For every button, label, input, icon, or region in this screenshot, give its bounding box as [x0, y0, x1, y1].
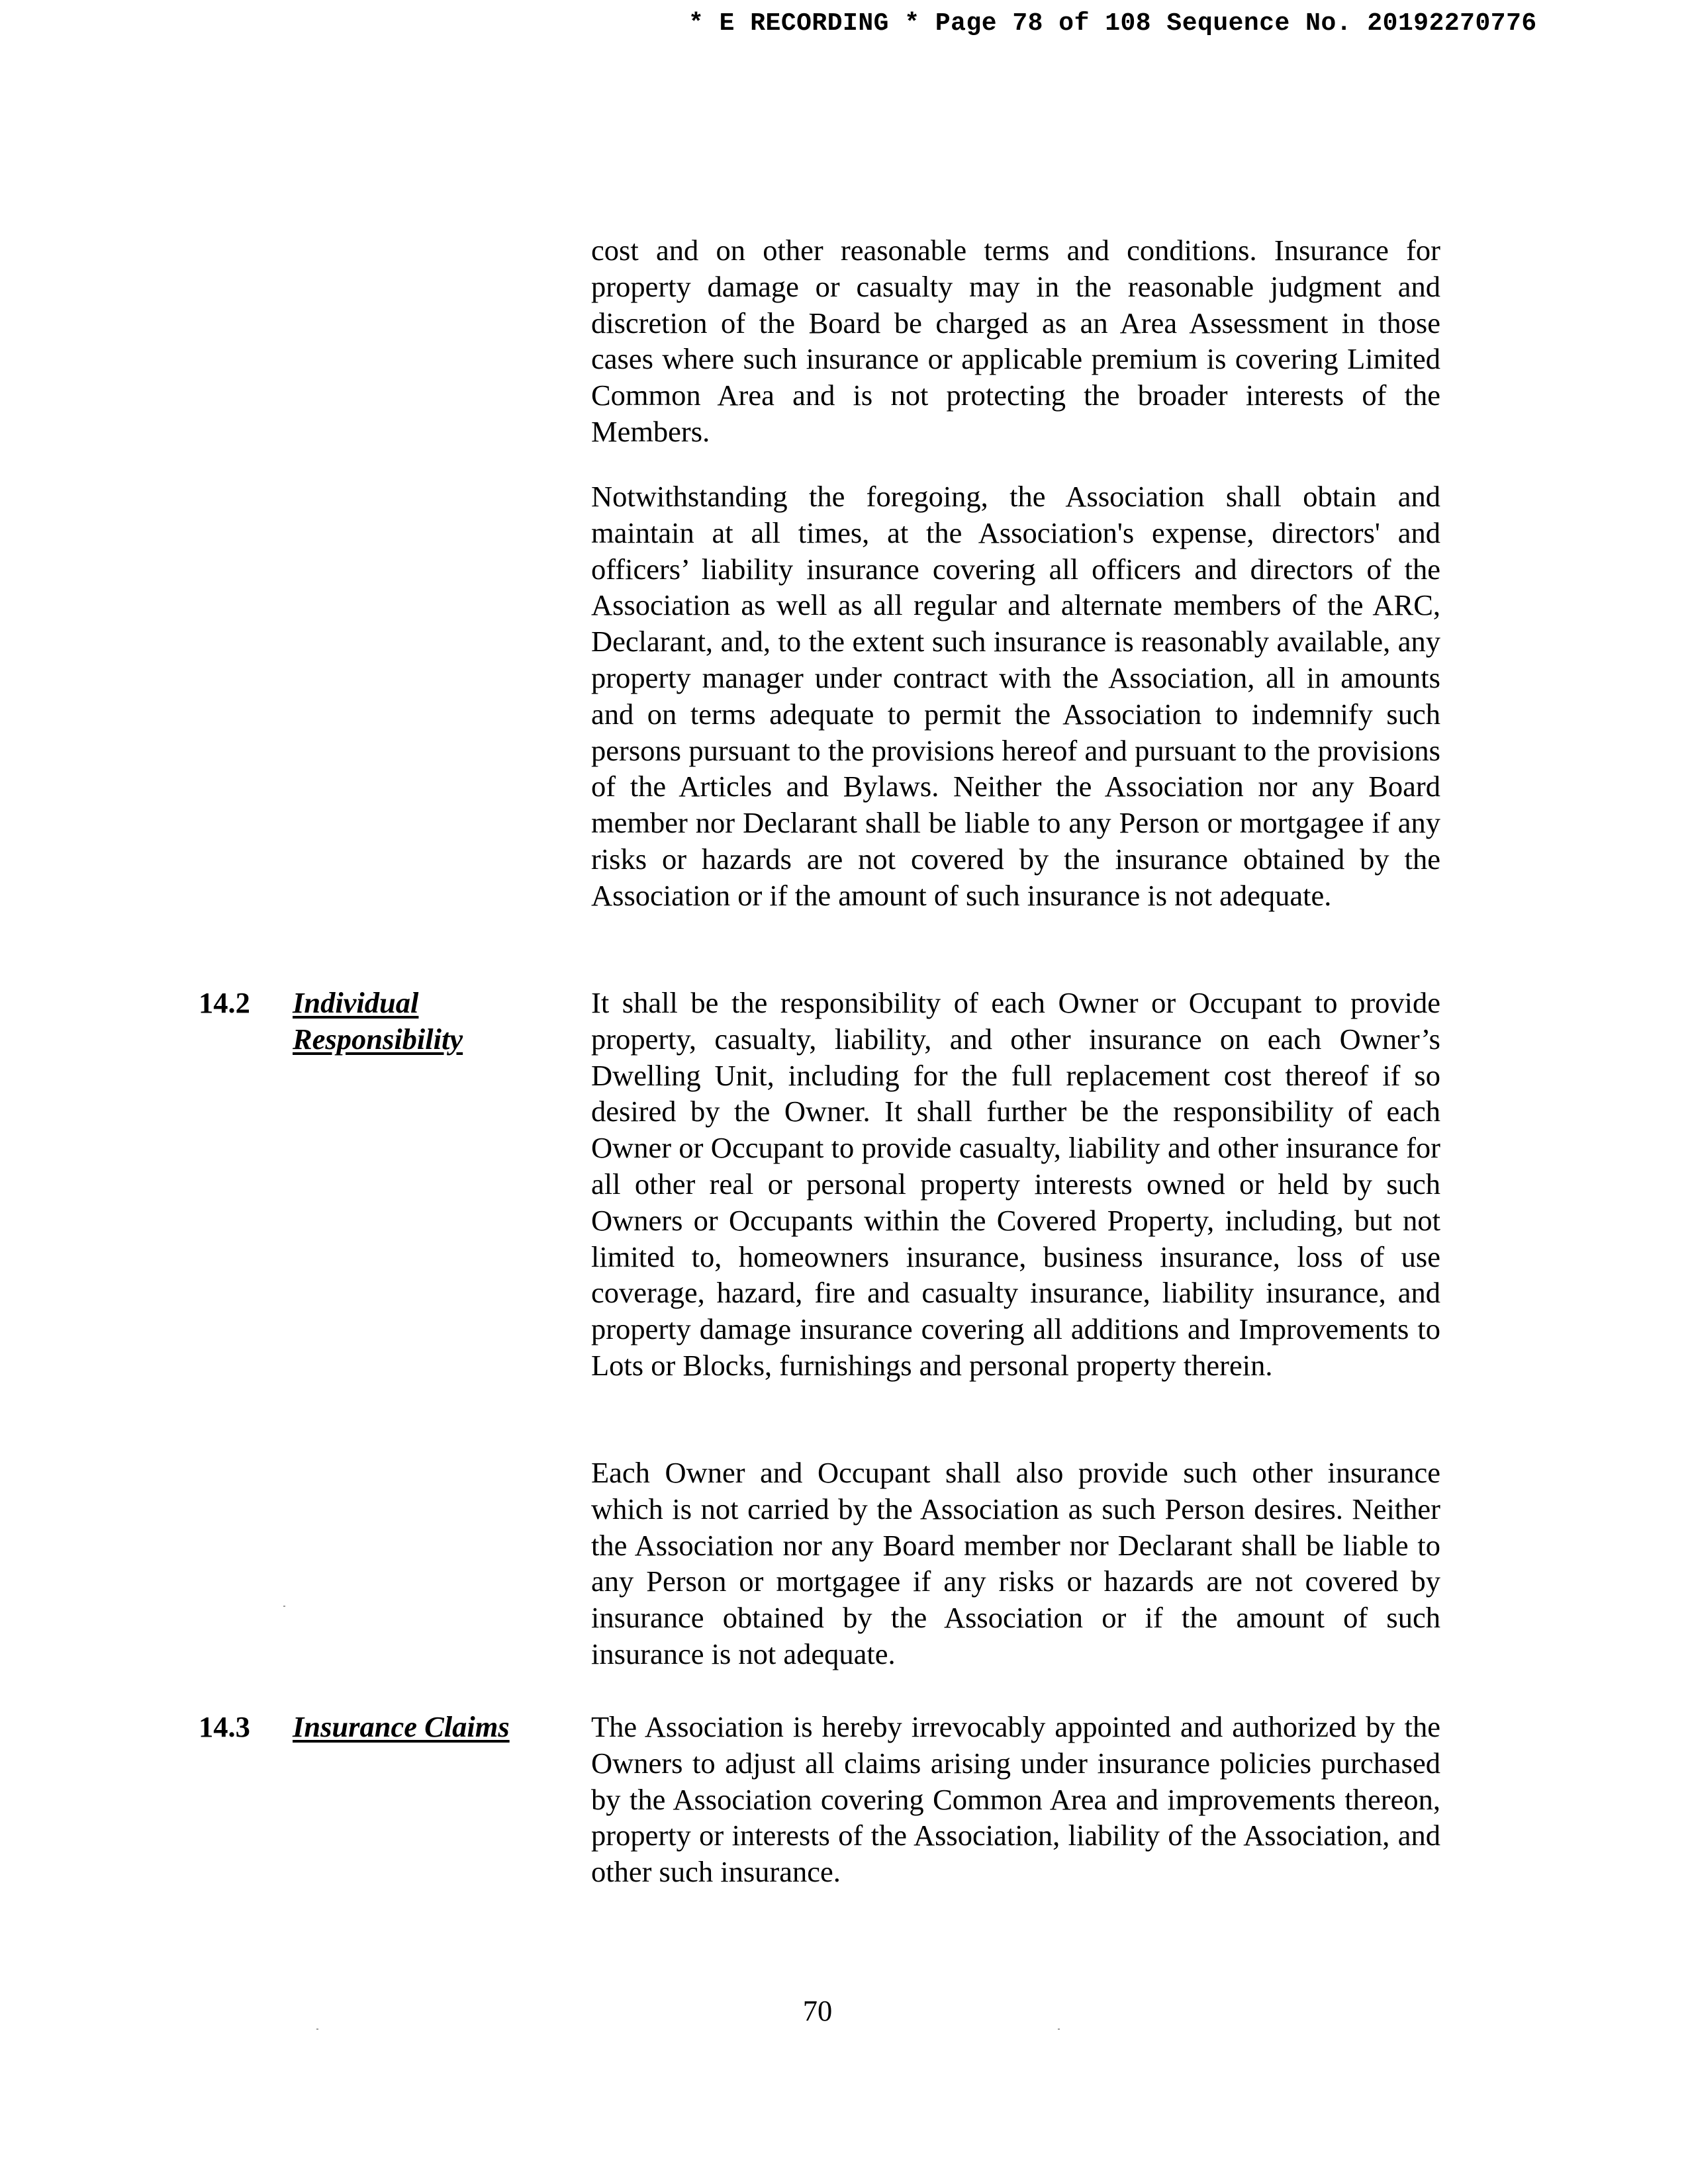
scan-speck [316, 2028, 318, 2030]
scan-speck [283, 1606, 285, 1607]
scan-speck [1058, 2028, 1060, 2030]
paragraph-insurance-claims: The Association is hereby irrevocably appointed and authorized by the Owners to adjust all claims arising under insurance policies purchased by the Association covering Common Area and improvements thereon, property or interests of the Association, liability of the Association, and other such insurance. [591, 1710, 1440, 1889]
page-number: 70 [802, 1994, 833, 2027]
section-14-2-number: 14.2 [199, 986, 250, 1019]
section-14-2-heading: Individual Responsibility [293, 986, 463, 1056]
paragraph-insurance-cost: cost and on other reasonable terms and conditions. Insurance for property damage or casualty may in the reasonable judgment and discretion of the Board be charged as an Area Assessment in those cases where such insurance or applicable premium is covering Limited Common Area and is not protecting the broader interests of the Members. [591, 234, 1440, 448]
paragraph-owner-responsibility: It shall be the responsibility of each Owner or Occupant to provide property, casualty, liability, and other insurance on each Owner’s Dwelling Unit, including for the full replacement cost thereof if so desired by the Owner. It shall further be the responsibility of each Owner or Occupant to provide casualty, liability and other insurance for all other real or personal property interests owned or held by such Owners or Occupants within the Covered Property, including, but not limited to, homeowners insurance, business insurance, loss of use coverage, hazard, fire and casualty insurance, liability insurance, and property damage insurance covering all additions and Improvements to Lots or Blocks, furnishings and personal property therein. [591, 986, 1440, 1382]
recording-header: * E RECORDING * Page 78 of 108 Sequence No. 20192270776 [688, 9, 1537, 38]
section-14-3-number: 14.3 [199, 1710, 250, 1743]
paragraph-other-insurance: Each Owner and Occupant shall also provide such other insurance which is not carried by the Association as such Person desires. Neither the Association nor any Board member nor Declarant shall be liable to any Person or mortgagee if any risks or hazards are not covered by insurance obtained by the Association or if the amount of such insurance is not adequate. [591, 1456, 1440, 1670]
paragraph-directors-officers-liability: Notwithstanding the foregoing, the Association shall obtain and maintain at all times, at the Association's expense, directors' and officers’ liability insurance covering all officers and directors of the Association as well as all regular and alternate members of the ARC, Declarant, and, to the extent such insurance is reasonably available, any property manager under contract with the Association, all in amounts and on terms adequate to permit the Association to indemnify such persons pursuant to the provisions hereof and pursuant to the provisions of the Articles and Bylaws. Neither the Association nor any Board member nor Declarant shall be liable to any Person or mortgagee if any risks or hazards are not covered by the insurance obtained by the Association or if the amount of such insurance is not adequate. [591, 480, 1440, 912]
section-14-3-heading: Insurance Claims [293, 1710, 510, 1743]
